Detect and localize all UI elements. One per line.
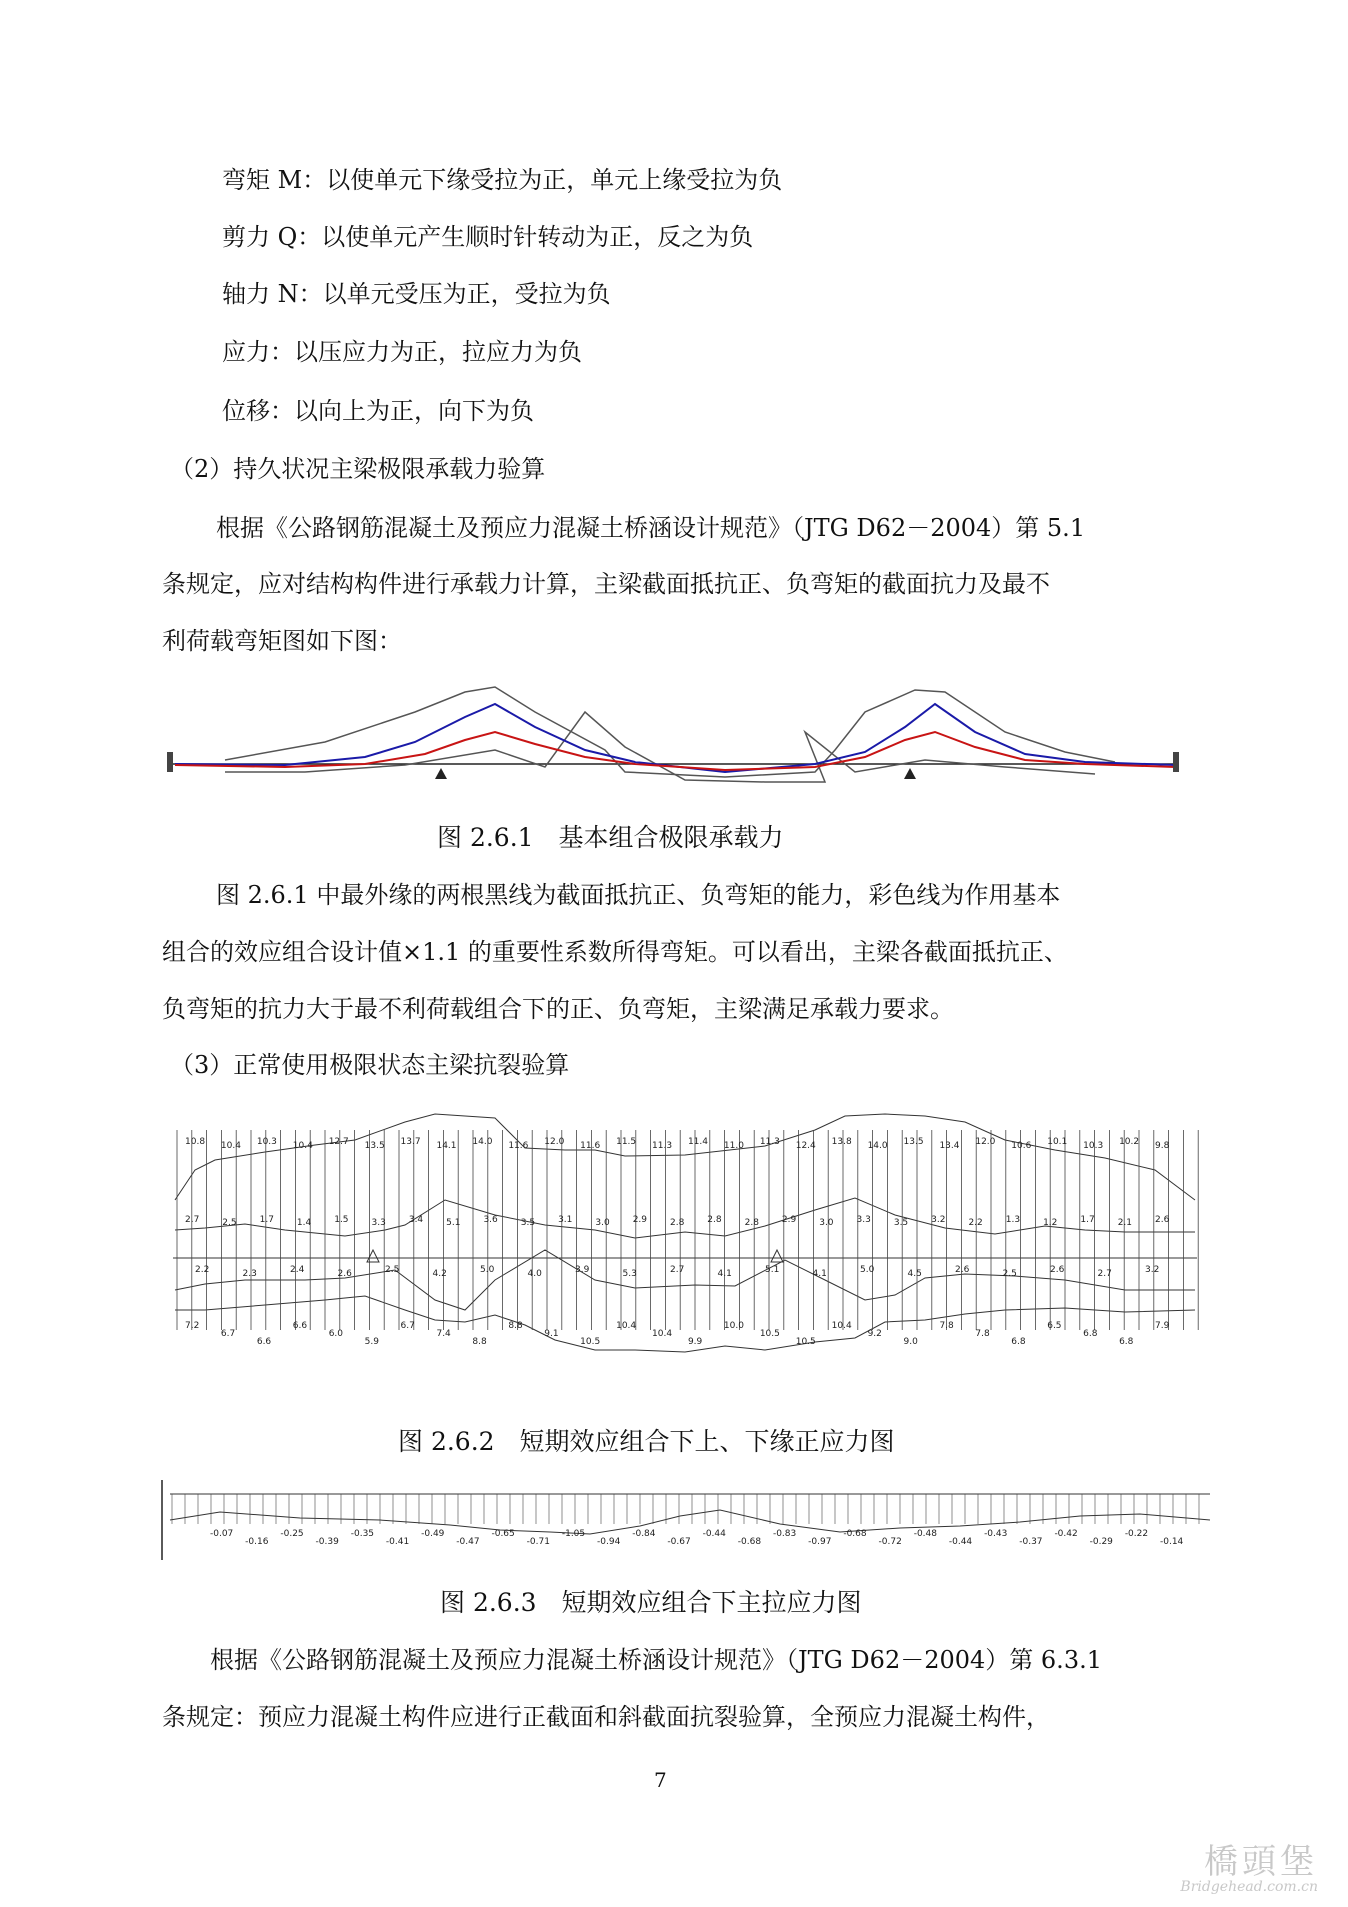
principal-stress-label: -0.44 bbox=[702, 1529, 726, 1539]
stress-label-upper-mid: 3.4 bbox=[408, 1215, 424, 1225]
stress-label-bottom-edge: 6.8 bbox=[1011, 1337, 1026, 1347]
stress-label-bottom-edge: 8.8 bbox=[508, 1321, 523, 1331]
stress-label-bottom-edge: 10.4 bbox=[616, 1321, 637, 1331]
stress-label-top-edge: 13.4 bbox=[939, 1141, 960, 1151]
stress-label-bottom-edge: 7.8 bbox=[939, 1321, 954, 1331]
principal-stress-label: -0.35 bbox=[350, 1529, 375, 1539]
section-heading-3: （3）正常使用极限状态主梁抗裂验算 bbox=[170, 1051, 570, 1079]
principal-stress-label: -0.22 bbox=[1124, 1529, 1149, 1539]
stress-label-bottom-edge: 7.9 bbox=[1155, 1321, 1170, 1331]
stress-label-bottom-edge: 7.8 bbox=[975, 1329, 990, 1339]
stress-label-lower-mid: 4.2 bbox=[432, 1269, 447, 1279]
stress-label-top-edge: 11.3 bbox=[652, 1141, 673, 1151]
stress-label-lower-mid: 2.6 bbox=[1050, 1265, 1065, 1275]
stress-label-top-edge: 10.6 bbox=[1011, 1141, 1032, 1151]
principal-stress-label: -0.49 bbox=[421, 1529, 445, 1539]
principal-stress-label: -0.47 bbox=[456, 1537, 480, 1547]
stress-label-top-edge: 10.8 bbox=[185, 1137, 206, 1147]
figure-1-caption: 图 2.6.1 基本组合极限承载力 bbox=[437, 823, 784, 852]
principal-stress-label: -0.68 bbox=[737, 1537, 762, 1547]
sign-convention-moment: 弯矩 M：以使单元下缘受拉为正，单元上缘受拉为负 bbox=[222, 166, 783, 194]
stress-label-upper-mid: 2.8 bbox=[707, 1215, 722, 1225]
stress-label-lower-mid: 2.7 bbox=[1097, 1269, 1112, 1279]
principal-stress-label: -0.84 bbox=[632, 1529, 656, 1539]
stress-label-top-edge: 11.3 bbox=[759, 1137, 780, 1147]
principal-stress-label: -0.65 bbox=[491, 1529, 515, 1539]
stress-label-upper-mid: 3.1 bbox=[558, 1215, 573, 1225]
stress-label-lower-mid: 4.0 bbox=[527, 1269, 542, 1279]
stress-label-upper-mid: 1.3 bbox=[1005, 1215, 1021, 1225]
stress-label-top-edge: 10.1 bbox=[1047, 1137, 1068, 1147]
paragraph-1-line-3: 利荷载弯矩图如下图： bbox=[162, 627, 402, 655]
stress-label-top-edge: 12.0 bbox=[975, 1137, 996, 1147]
stress-label-upper-mid: 2.6 bbox=[1155, 1215, 1170, 1225]
stress-label-bottom-edge: 10.5 bbox=[580, 1337, 601, 1347]
stress-label-lower-mid: 2.2 bbox=[195, 1265, 210, 1275]
stress-label-top-edge: 10.4 bbox=[220, 1141, 241, 1151]
stress-label-lower-mid: 4.1 bbox=[812, 1269, 827, 1279]
paragraph-2-line-1: 图 2.6.1 中最外缘的两根黑线为截面抵抗正、负弯矩的能力，彩色线为作用基本 bbox=[216, 881, 1061, 909]
stress-label-top-edge: 13.8 bbox=[831, 1137, 852, 1147]
stress-label-bottom-edge: 9.9 bbox=[687, 1337, 703, 1347]
principal-stress-label: -0.97 bbox=[808, 1537, 832, 1547]
stress-label-lower-mid: 2.3 bbox=[242, 1269, 257, 1279]
figure-3-caption: 图 2.6.3 短期效应组合下主拉应力图 bbox=[440, 1588, 862, 1617]
stress-label-bottom-edge: 6.8 bbox=[1119, 1337, 1134, 1347]
stress-label-bottom-edge: 6.7 bbox=[220, 1329, 236, 1339]
principal-stress-label: -0.25 bbox=[280, 1529, 304, 1539]
stress-label-bottom-edge: 7.4 bbox=[436, 1329, 451, 1339]
stress-label-upper-mid: 3.2 bbox=[931, 1215, 946, 1225]
principal-stress-label: -0.39 bbox=[315, 1537, 339, 1547]
stress-label-lower-mid: 2.4 bbox=[290, 1265, 305, 1275]
paragraph-3-line-1: 根据《公路钢筋混凝土及预应力混凝土桥涵设计规范》（JTG D62－2004）第 6.3.1 bbox=[210, 1646, 1102, 1674]
stress-label-lower-mid: 3.9 bbox=[575, 1265, 590, 1275]
stress-label-bottom-edge: 9.0 bbox=[903, 1337, 918, 1347]
principal-stress-label: -0.71 bbox=[526, 1537, 550, 1547]
sign-convention-shear: 剪力 Q：以使单元产生顺时针转动为正，反之为负 bbox=[222, 223, 754, 251]
stress-label-upper-mid: 3.3 bbox=[371, 1218, 386, 1228]
stress-label-top-edge: 10.3 bbox=[1083, 1141, 1104, 1151]
stress-label-upper-mid: 3.3 bbox=[856, 1215, 871, 1225]
stress-label-bottom-edge: 6.8 bbox=[1083, 1329, 1098, 1339]
stress-label-upper-mid: 1.4 bbox=[296, 1218, 312, 1228]
watermark-url: Bridgehead.com.cn bbox=[1180, 1879, 1318, 1895]
stress-label-upper-mid: 2.9 bbox=[632, 1215, 648, 1225]
stress-label-top-edge: 10.4 bbox=[292, 1141, 313, 1151]
stress-label-top-edge: 11.5 bbox=[616, 1137, 637, 1147]
stress-label-upper-mid: 5.1 bbox=[446, 1218, 461, 1228]
stress-label-top-edge: 12.7 bbox=[328, 1137, 349, 1147]
stress-label-top-edge: 11.4 bbox=[687, 1137, 709, 1147]
stress-label-top-edge: 11.6 bbox=[508, 1141, 529, 1151]
figure-ultimate-capacity bbox=[165, 672, 1195, 792]
stress-label-upper-mid: 1.7 bbox=[1080, 1215, 1095, 1225]
stress-label-upper-mid: 3.0 bbox=[819, 1218, 834, 1228]
principal-stress-label: -0.16 bbox=[245, 1537, 269, 1547]
principal-stress-label: -0.07 bbox=[210, 1529, 234, 1539]
sign-convention-stress: 应力：以压应力为正，拉应力为负 bbox=[222, 338, 582, 366]
stress-label-bottom-edge: 10.5 bbox=[795, 1337, 816, 1347]
stress-label-top-edge: 10.3 bbox=[256, 1137, 277, 1147]
page-number: 7 bbox=[654, 1768, 667, 1792]
stress-label-lower-mid: 2.6 bbox=[955, 1265, 970, 1275]
stress-label-bottom-edge: 9.1 bbox=[544, 1329, 559, 1339]
stress-label-bottom-edge: 6.5 bbox=[1047, 1321, 1062, 1331]
stress-label-top-edge: 13.5 bbox=[364, 1141, 385, 1151]
stress-label-top-edge: 14.0 bbox=[472, 1137, 493, 1147]
principal-stress-label: -0.48 bbox=[913, 1529, 938, 1539]
stress-label-lower-mid: 5.0 bbox=[860, 1265, 875, 1275]
stress-label-lower-mid: 3.2 bbox=[1145, 1265, 1160, 1275]
stress-label-bottom-edge: 6.7 bbox=[400, 1321, 415, 1331]
stress-label-lower-mid: 2.7 bbox=[670, 1265, 685, 1275]
watermark bbox=[1180, 1834, 1318, 1895]
stress-label-lower-mid: 5.3 bbox=[622, 1269, 637, 1279]
principal-stress-label: -0.83 bbox=[772, 1529, 797, 1539]
paragraph-3-line-2: 条规定：预应力混凝土构件应进行正截面和斜截面抗裂验算，全预应力混凝土构件， bbox=[162, 1703, 1050, 1731]
principal-stress-label: -0.43 bbox=[984, 1529, 1008, 1539]
stress-label-top-edge: 11.6 bbox=[580, 1141, 601, 1151]
paragraph-1-line-1: 根据《公路钢筋混凝土及预应力混凝土桥涵设计规范》（JTG D62－2004）第 5.1 bbox=[216, 514, 1086, 542]
figure-2-caption: 图 2.6.2 短期效应组合下上、下缘正应力图 bbox=[398, 1427, 895, 1456]
stress-label-lower-mid: 2.6 bbox=[337, 1269, 352, 1279]
stress-label-upper-mid: 3.6 bbox=[483, 1215, 498, 1225]
stress-label-upper-mid: 1.5 bbox=[334, 1215, 349, 1225]
stress-label-top-edge: 12.4 bbox=[795, 1141, 816, 1151]
principal-stress-label: -0.37 bbox=[1019, 1537, 1043, 1547]
figure-short-term-normal-stress bbox=[165, 1100, 1205, 1400]
stress-label-upper-mid: 2.9 bbox=[781, 1215, 797, 1225]
sign-convention-displacement: 位移：以向上为正，向下为负 bbox=[222, 397, 534, 425]
stress-label-bottom-edge: 10.0 bbox=[723, 1321, 744, 1331]
stress-label-upper-mid: 2.8 bbox=[744, 1218, 759, 1228]
stress-label-bottom-edge: 8.8 bbox=[472, 1337, 487, 1347]
stress-label-top-edge: 14.1 bbox=[436, 1141, 457, 1151]
principal-stress-label: -0.68 bbox=[843, 1529, 867, 1539]
stress-label-lower-mid: 5.0 bbox=[480, 1265, 495, 1275]
stress-label-bottom-edge: 7.2 bbox=[185, 1321, 200, 1331]
stress-label-upper-mid: 2.7 bbox=[185, 1215, 200, 1225]
stress-label-bottom-edge: 6.6 bbox=[256, 1337, 272, 1347]
stress-label-upper-mid: 1.7 bbox=[259, 1215, 274, 1225]
stress-label-lower-mid: 2.5 bbox=[1002, 1269, 1017, 1279]
principal-stress-label: -0.44 bbox=[948, 1537, 973, 1547]
figure-principal-tensile-stress bbox=[160, 1480, 1220, 1560]
stress-label-lower-mid: 2.5 bbox=[385, 1265, 400, 1275]
stress-label-lower-mid: 4.1 bbox=[717, 1269, 732, 1279]
stress-label-bottom-edge: 5.9 bbox=[364, 1337, 379, 1347]
principal-stress-label: -0.42 bbox=[1054, 1529, 1078, 1539]
principal-stress-label: -0.14 bbox=[1160, 1537, 1184, 1547]
stress-label-upper-mid: 2.1 bbox=[1117, 1218, 1133, 1228]
stress-label-upper-mid: 3.5 bbox=[520, 1218, 536, 1228]
stress-label-upper-mid: 2.8 bbox=[670, 1218, 685, 1228]
stress-label-top-edge: 10.2 bbox=[1119, 1137, 1140, 1147]
paragraph-2-line-3: 负弯矩的抗力大于最不利荷载组合下的正、负弯矩，主梁满足承载力要求。 bbox=[162, 995, 954, 1023]
stress-label-top-edge: 11.0 bbox=[723, 1141, 744, 1151]
stress-label-bottom-edge: 6.0 bbox=[328, 1329, 344, 1339]
stress-label-upper-mid: 3.0 bbox=[595, 1218, 610, 1228]
stress-label-upper-mid: 1.2 bbox=[1043, 1218, 1058, 1228]
stress-label-upper-mid: 3.5 bbox=[893, 1218, 909, 1228]
principal-stress-label: -1.05 bbox=[561, 1529, 586, 1539]
stress-label-top-edge: 14.0 bbox=[867, 1141, 888, 1151]
stress-label-bottom-edge: 10.5 bbox=[759, 1329, 780, 1339]
stress-label-bottom-edge: 9.2 bbox=[867, 1329, 882, 1339]
principal-stress-label: -0.94 bbox=[597, 1537, 621, 1547]
principal-stress-label: -0.67 bbox=[667, 1537, 691, 1547]
principal-stress-label: -0.29 bbox=[1089, 1537, 1113, 1547]
stress-label-upper-mid: 2.2 bbox=[968, 1218, 983, 1228]
stress-label-top-edge: 9.8 bbox=[1155, 1141, 1170, 1151]
principal-stress-label: -0.41 bbox=[385, 1537, 410, 1547]
stress-label-top-edge: 12.0 bbox=[544, 1137, 565, 1147]
stress-label-lower-mid: 5.1 bbox=[765, 1265, 780, 1275]
stress-label-bottom-edge: 10.4 bbox=[831, 1321, 852, 1331]
paragraph-2-line-2: 组合的效应组合设计值×1.1 的重要性系数所得弯矩。可以看出，主梁各截面抵抗正、 bbox=[162, 938, 1068, 966]
principal-stress-label: -0.72 bbox=[878, 1537, 902, 1547]
stress-label-upper-mid: 2.5 bbox=[222, 1218, 237, 1228]
stress-label-top-edge: 13.5 bbox=[903, 1137, 924, 1147]
watermark-logo-text: 橋頭堡 bbox=[1204, 1842, 1318, 1882]
paragraph-1-line-2: 条规定，应对结构构件进行承载力计算，主梁截面抵抗正、负弯矩的截面抗力及最不 bbox=[162, 570, 1050, 598]
sign-convention-axial: 轴力 N：以单元受压为正，受拉为负 bbox=[222, 280, 611, 308]
stress-label-bottom-edge: 6.6 bbox=[292, 1321, 308, 1331]
section-heading-2: （2）持久状况主梁极限承载力验算 bbox=[170, 455, 546, 483]
stress-label-lower-mid: 4.5 bbox=[907, 1269, 922, 1279]
stress-label-top-edge: 13.7 bbox=[400, 1137, 421, 1147]
stress-label-bottom-edge: 10.4 bbox=[652, 1329, 673, 1339]
